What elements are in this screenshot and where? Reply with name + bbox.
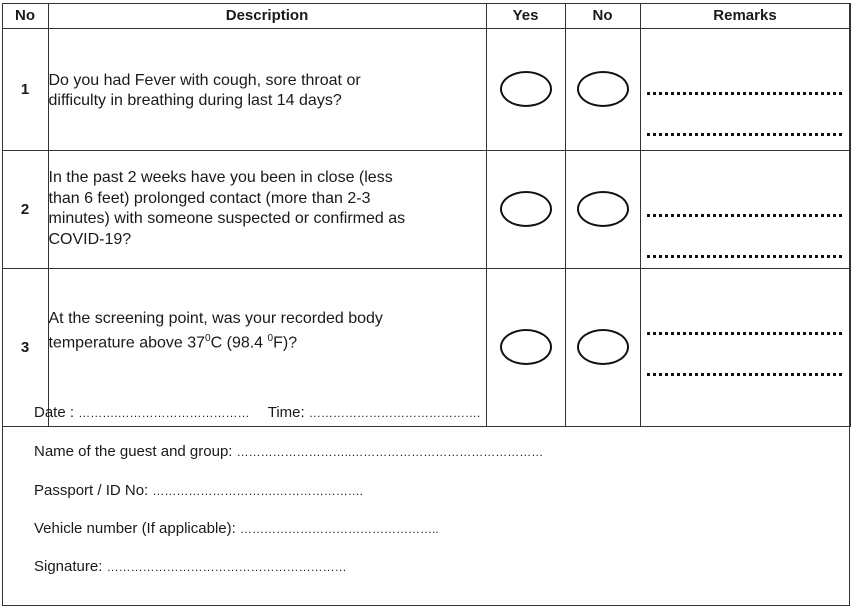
no-answer-circle[interactable] [577,191,629,227]
question-text-line: At the screening point, was your recorded body [48,309,383,327]
question-row-1 [2,28,850,150]
yes-cell [486,268,565,426]
no-cell [565,150,640,268]
vehicle-label: Vehicle number (If applicable): [34,520,236,537]
no-answer-circle[interactable] [577,329,629,365]
remarks-dotted-line [647,322,842,335]
yes-answer-circle[interactable] [500,71,552,107]
question-number: 3 [2,268,48,426]
question-description [48,150,486,268]
remarks-dotted-line [647,82,842,95]
question-text-line: In the past 2 weeks have you been in close (less [48,169,393,186]
remarks-cell[interactable] [640,150,850,268]
question-number: 2 [2,150,48,268]
yes-cell [486,28,565,150]
remarks-cell[interactable] [640,28,850,150]
yes-answer-circle[interactable] [500,329,552,365]
question-description [48,28,486,150]
vehicle-line [34,520,439,537]
header-row [2,3,850,28]
question-text-line: than 6 feet) prolonged contact (more than 2-3 [48,189,371,207]
question-text-line: COVID-19? [48,230,132,248]
question-text-line: difficulty in breathing during last 14 days? [48,92,342,109]
vehicle-field[interactable]: ………………………………………….. [239,522,439,536]
date-label: Date : [34,404,75,421]
question-description [48,268,486,426]
question-text-line: Do you had Fever with cough, sore throat or [48,71,361,89]
no-cell [565,268,640,426]
yes-answer-circle[interactable] [500,191,552,227]
remarks-dotted-line [647,204,842,217]
time-field[interactable]: ……………………………………. [308,406,481,420]
question-text-line: temperature above $37^0C$ (98.4 $^0$F)? [48,333,298,352]
yes-cell [486,150,565,268]
remarks-cell[interactable] [640,268,850,426]
header-remarks: Remarks [640,3,850,28]
passport-line [34,482,363,499]
signature-field[interactable]: …………………………………………………… [106,560,347,574]
question-number: 1 [2,28,48,150]
header-no: No [2,3,48,28]
passport-field[interactable]: ………………………….…………………. [152,484,364,498]
passport-label: Passport / ID No: [34,482,149,499]
remarks-dotted-line [647,123,842,136]
signature-line [34,558,347,575]
question-row-3 [2,268,850,426]
no-cell [565,28,640,150]
guest-name-line [34,443,543,460]
remarks-dotted-line [647,363,842,376]
questions-table [2,3,851,427]
remarks-dotted-line [647,245,842,258]
no-answer-circle[interactable] [577,71,629,107]
guest-name-label: Name of the guest and group: [34,443,233,460]
header-description: Description [48,3,486,28]
question-row-2 [2,150,850,268]
time-label: Time: [267,404,305,421]
date-field[interactable]: ……….…………………………… [78,406,250,420]
signature-label: Signature: [34,558,103,575]
screening-form [2,3,850,606]
question-text-line: minutes) with someone suspected or confirmed as [48,210,406,227]
header-yes: Yes [486,3,565,28]
guest-name-field[interactable]: ………………………..………………………………………… [236,445,544,459]
date-time-line [34,404,480,421]
header-no-answer: No [565,3,640,28]
